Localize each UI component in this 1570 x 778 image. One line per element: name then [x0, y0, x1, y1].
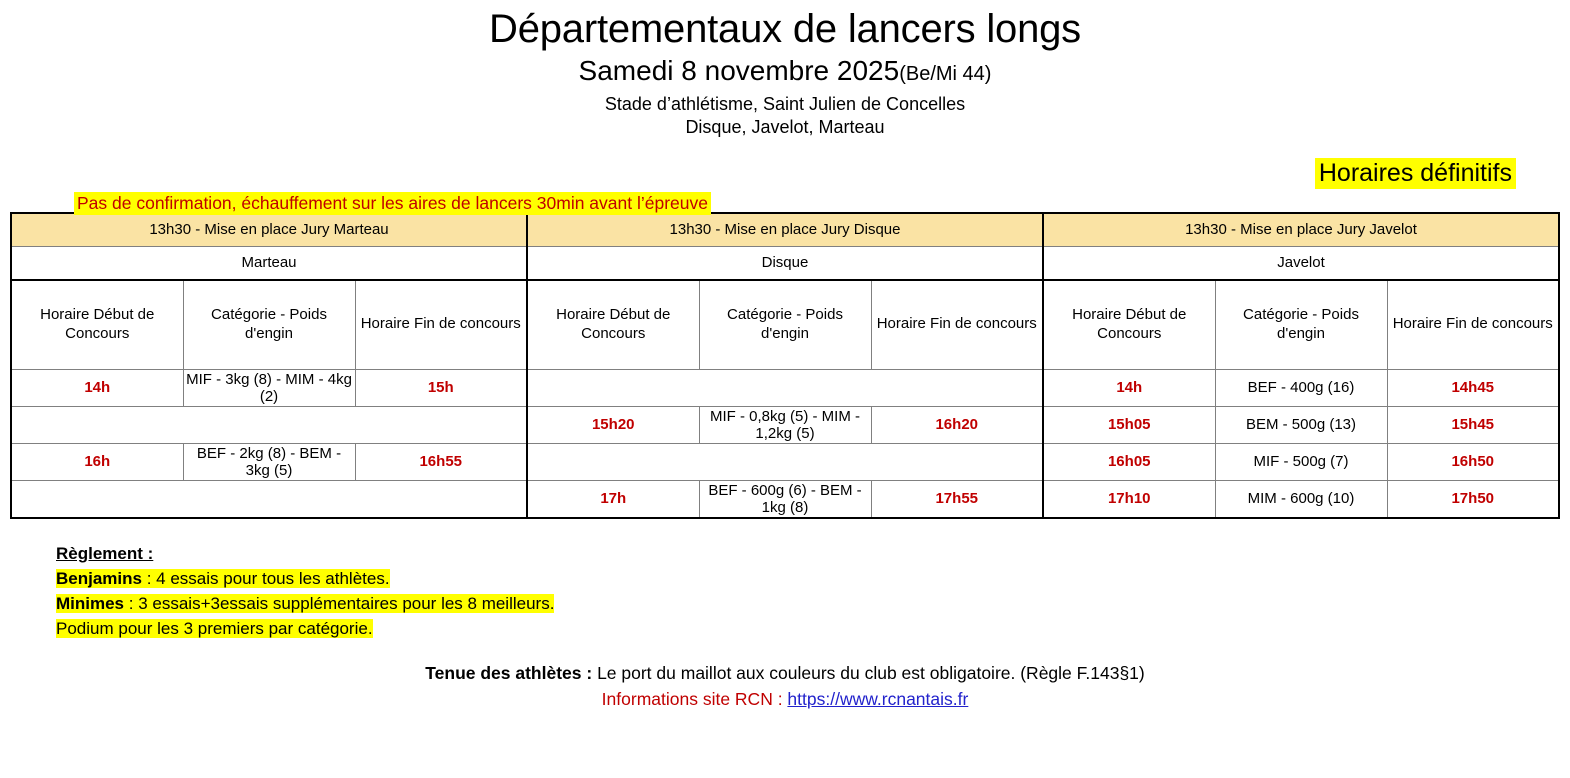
table-row: [11, 406, 1559, 443]
rcn-url-link[interactable]: https://www.rcnantais.fr: [787, 688, 969, 709]
event-venue: Stade d’athlétisme, Saint Julien de Concelles: [604, 93, 966, 114]
cell-end: 15h45: [1387, 406, 1559, 443]
tenue-label: Tenue des athlètes :: [425, 663, 593, 684]
discipline-row: [11, 246, 1559, 280]
table-row: [11, 369, 1559, 406]
cell-start: 14h: [1043, 369, 1215, 406]
rules-title-line: [56, 541, 1570, 566]
rules-minimes-highlight: [56, 594, 554, 613]
cell-category: MIM - 600g (10): [1215, 480, 1387, 518]
cell-start: 17h: [527, 480, 699, 518]
colhead-end-javelot: Horaire Fin de concours: [1387, 280, 1559, 370]
jury-row: [11, 213, 1559, 247]
event-date-line: [0, 56, 1570, 87]
cell-category: MIF - 500g (7): [1215, 443, 1387, 480]
cell-start: 16h05: [1043, 443, 1215, 480]
colhead-start-disque: Horaire Début de Concours: [527, 280, 699, 370]
cell-start: 14h: [11, 369, 183, 406]
discipline-cell-disque: Disque: [527, 246, 1043, 280]
tenue-line: [0, 661, 1570, 686]
rcn-line: [0, 687, 1570, 712]
column-header-row: [11, 280, 1559, 370]
cell-category: BEF - 2kg (8) - BEM - 3kg (5): [183, 443, 355, 480]
rules-benjamins-text: : 4 essais pour tous les athlètes.: [141, 568, 390, 588]
colhead-category-disque: Catégorie - Poids d'engin: [699, 280, 871, 370]
rules-section: [56, 541, 1570, 642]
cell-end: 17h55: [871, 480, 1043, 518]
cell-end: 17h50: [1387, 480, 1559, 518]
discipline-cell-javelot: Javelot: [1043, 246, 1559, 280]
cell-end: 16h20: [871, 406, 1043, 443]
cell-category: BEM - 500g (13): [1215, 406, 1387, 443]
page-title: Départementaux de lancers longs: [489, 7, 1081, 51]
colhead-end-marteau: Horaire Fin de concours: [355, 280, 527, 370]
jury-cell-javelot: 13h30 - Mise en place Jury Javelot: [1043, 213, 1559, 247]
rules-benjamins-highlight: [56, 569, 390, 588]
table-row: [11, 480, 1559, 518]
cell-empty-disque: [527, 369, 1043, 406]
page-header: [0, 0, 1570, 140]
rules-title: Règlement :: [56, 543, 154, 563]
colhead-start-marteau: Horaire Début de Concours: [11, 280, 183, 370]
colhead-end-disque: Horaire Fin de concours: [871, 280, 1043, 370]
cell-empty-marteau: [11, 406, 527, 443]
rules-minimes-line: [56, 591, 1570, 616]
jury-cell-disque: 13h30 - Mise en place Jury Disque: [527, 213, 1043, 247]
cell-category: BEF - 600g (6) - BEM - 1kg (8): [699, 480, 871, 518]
event-disciplines: Disque, Javelot, Marteau: [685, 117, 885, 138]
schedule-table-wrapper: [10, 212, 1560, 519]
rules-minimes-text: : 3 essais+3essais supplémentaires pour les 8 meilleurs.: [124, 593, 555, 613]
definitive-schedule-badge: Horaires définitifs: [1315, 158, 1516, 189]
rules-podium-line: [56, 616, 1570, 641]
schedule-table: [10, 212, 1560, 519]
rules-minimes-label: Minimes: [56, 593, 125, 613]
rcn-label: Informations site RCN :: [601, 688, 788, 709]
cell-end: 16h50: [1387, 443, 1559, 480]
cell-start: 15h20: [527, 406, 699, 443]
event-date: Samedi 8 novembre 2025: [578, 55, 900, 86]
tenue-text: Le port du maillot aux couleurs du club est obligatoire. (Règle F.143§1): [592, 663, 1145, 684]
cell-empty-disque: [527, 443, 1043, 480]
cell-category: MIF - 3kg (8) - MIM - 4kg (2): [183, 369, 355, 406]
jury-cell-marteau: 13h30 - Mise en place Jury Marteau: [11, 213, 527, 247]
colhead-category-marteau: Catégorie - Poids d'engin: [183, 280, 355, 370]
cell-empty-marteau: [11, 480, 527, 518]
cell-start: 15h05: [1043, 406, 1215, 443]
cell-category: BEF - 400g (16): [1215, 369, 1387, 406]
table-row: [11, 443, 1559, 480]
banner-row: [0, 140, 1570, 212]
rules-benjamins-line: [56, 566, 1570, 591]
cell-end: 16h55: [355, 443, 527, 480]
cell-start: 17h10: [1043, 480, 1215, 518]
colhead-start-javelot: Horaire Début de Concours: [1043, 280, 1215, 370]
rules-podium: Podium pour les 3 premiers par catégorie.: [56, 619, 373, 639]
cell-end: 14h45: [1387, 369, 1559, 406]
rules-benjamins-label: Benjamins: [56, 568, 142, 588]
no-confirmation-notice: Pas de confirmation, échauffement sur les aires de lancers 30min avant l’épreuve: [74, 192, 711, 215]
event-date-suffix: (Be/Mi 44): [899, 63, 992, 85]
cell-category: MIF - 0,8kg (5) - MIM - 1,2kg (5): [699, 406, 871, 443]
colhead-category-javelot: Catégorie - Poids d'engin: [1215, 280, 1387, 370]
cell-end: 15h: [355, 369, 527, 406]
cell-start: 16h: [11, 443, 183, 480]
discipline-cell-marteau: Marteau: [11, 246, 527, 280]
